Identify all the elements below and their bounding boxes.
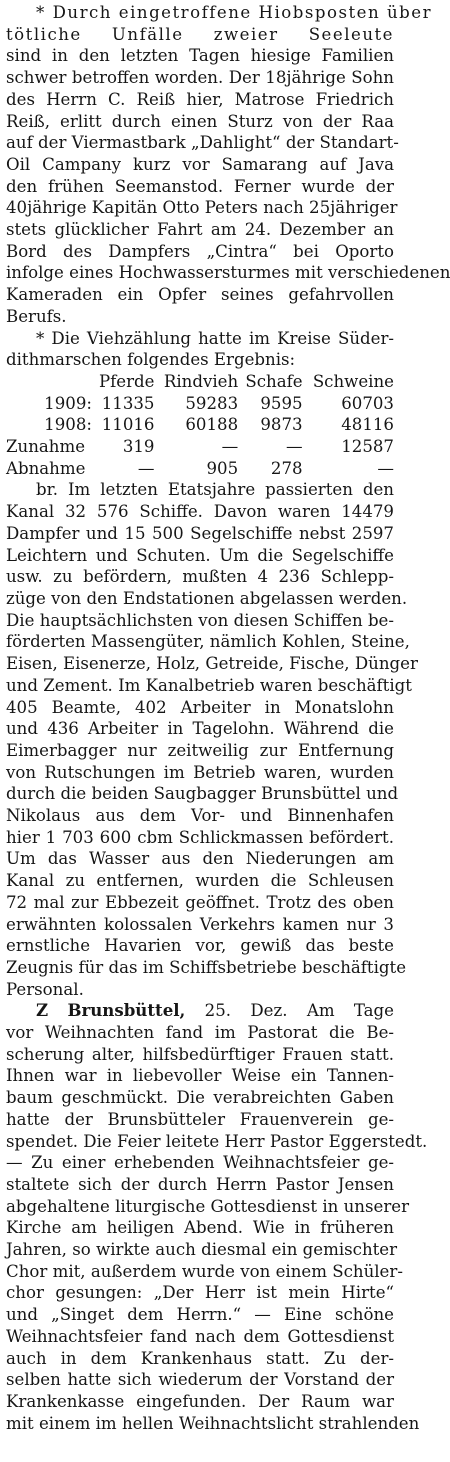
text-line: spendet. Die Feier leitete Herr Pastor Eggerstedt. — [6, 1131, 428, 1151]
table-header: Schweine — [312, 371, 394, 391]
text-line: erwähnten kolossalen Verkehrs kamen nur 3 — [6, 914, 394, 934]
text-line: Kameraden ein Opfer seines gefahrvollen — [6, 285, 394, 305]
text-line: Oil Campany kurz vor Samarang auf Java — [6, 154, 394, 174]
dateline-place: Brunsbüttel, — [67, 1000, 186, 1021]
dateline-rest: 25. Dez. Am Tage — [204, 1001, 394, 1021]
text-line: baum geschmückt. Die verabreichten Gaben — [6, 1088, 394, 1108]
table-header: Schafe — [245, 371, 303, 391]
table-cell: 319 — [122, 437, 155, 457]
text-line: Kanal zu entfernen, wurden die Schleusen — [6, 871, 394, 891]
text-line: sind in den letzten Tagen hiesige Familien — [6, 46, 394, 66]
table-cell: Zunahme — [6, 437, 86, 457]
article-canal-traffic — [6, 479, 418, 1000]
table-cell: — — [377, 458, 394, 478]
text-line: Eimerbagger nur zeitweilig zur Entfernung — [6, 740, 394, 760]
text-line: selben hatte sich wiederum der Vorstand der — [6, 1370, 394, 1390]
text-line: usw. zu befördern, mußten 4 236 Schlepp- — [6, 567, 394, 587]
table-cell: 9595 — [260, 393, 303, 413]
text-line: * Die Viehzählung hatte im Kreise Süder- — [36, 328, 394, 348]
text-line: Die hauptsächlichsten von diesen Schiffen be- — [6, 610, 394, 630]
text-line: staltete sich der durch Herrn Pastor Jensen — [6, 1174, 394, 1194]
text-line: und Zement. Im Kanalbetrieb waren beschäftigt — [6, 675, 412, 695]
text-line: förderten Massengüter, nämlich Kohlen, Steine, — [6, 632, 410, 652]
table-cell: 1908: — [44, 415, 92, 435]
table-cell: 1909: — [44, 393, 92, 413]
text-line: infolge eines Hochwassersturmes mit verschiedenen — [6, 263, 450, 283]
article-seamen-accidents — [6, 2, 450, 328]
table-cell: — — [221, 437, 239, 457]
text-line: vor Weihnachten fand im Pastorat die Be- — [6, 1023, 394, 1043]
table-header-row — [6, 371, 394, 393]
text-line: hier 1 703 600 cbm Schlickmassen befördert. — [6, 827, 394, 847]
text-line: Reiß, erlitt durch einen Sturz von der Raa — [6, 111, 394, 131]
text-line: auch in dem Krankenhaus statt. Zu der- — [6, 1348, 394, 1368]
text-line: durch die beiden Saugbagger Brunsbüttel und — [6, 784, 399, 804]
text-line: Weihnachtsfeier fand nach dem Gottesdienst — [6, 1326, 394, 1346]
table-cell: 48116 — [341, 415, 394, 435]
text-line: — Zu einer erhebenden Weihnachtsfeier ge- — [6, 1153, 394, 1173]
text-line: von Rutschungen im Betrieb waren, wurden — [6, 762, 394, 782]
text-line: und „Singet dem Herrn.“ — Eine schöne — [6, 1305, 394, 1325]
text-line: mit einem im hellen Weihnachtslicht strahlenden — [6, 1413, 420, 1433]
text-line: Um das Wasser aus den Niederungen am — [6, 849, 394, 869]
table-header: Rindvieh — [163, 371, 239, 391]
text-line: br. Im letzten Etatsjahre passierten den — [36, 480, 394, 500]
text-line: Kirche am heiligen Abend. Wie in früheren — [6, 1218, 394, 1238]
text-line: Krankenkasse eingefunden. Der Raum war — [6, 1392, 394, 1411]
text-line: dithmarschen folgendes Ergebnis: — [6, 350, 296, 370]
text-line: Jahren, so wirkte auch diesmal ein gemischter — [6, 1240, 398, 1260]
table-cell: 11335 — [101, 393, 155, 413]
text-line: schwer betroffen worden. Der 18jährige Sohn — [6, 68, 394, 88]
table-cell: 11016 — [101, 415, 155, 435]
table-header: Pferde — [98, 371, 155, 391]
table-cell: — — [285, 437, 303, 457]
table-cell: 12587 — [341, 437, 394, 457]
text-line: Berufs. — [6, 306, 67, 326]
livestock-table — [6, 371, 394, 480]
text-line: Leichtern und Schuten. Um die Segelschiffe — [6, 545, 394, 565]
text-line: 405 Beamte, 402 Arbeiter in Monatslohn — [6, 697, 394, 717]
text-line: den frühen Seemanstod. Ferner wurde der — [6, 176, 394, 196]
table-row — [6, 436, 394, 458]
table-row — [6, 458, 394, 480]
table-row — [6, 393, 394, 415]
section-mark: Z — [36, 1000, 49, 1021]
text-line: ernstliche Havarien vor, gewiß das beste — [6, 936, 394, 956]
text-line: und 436 Arbeiter in Tagelohn. Während die — [6, 719, 394, 739]
text-line: scherung alter, hilfsbedürftiger Frauen statt. — [6, 1044, 394, 1064]
article-livestock-census — [6, 328, 394, 480]
table-cell: 278 — [270, 458, 303, 478]
text-line: des Herrn C. Reiß hier, Matrose Friedrich — [6, 89, 394, 109]
text-line: 40jährige Kapitän Otto Peters nach 25jähriger — [6, 198, 398, 218]
text-line: chor gesungen: „Der Herr ist mein Hirte“ — [6, 1283, 394, 1303]
text-line: Kanal 32 576 Schiffe. Davon waren 14479 — [6, 502, 394, 522]
text-line: * Durch eingetroffene Hiobsposten über — [36, 3, 433, 22]
text-line: 72 mal zur Ebbezeit geöffnet. Trotz des oben — [6, 892, 394, 912]
text-line: abgehaltene liturgische Gottesdienst in unserer — [6, 1196, 410, 1216]
table-cell: 59283 — [185, 393, 239, 413]
table-cell: 60703 — [341, 393, 394, 413]
text-line: Chor mit, außerdem wurde von einem Schüler- — [6, 1261, 403, 1281]
text-line: Zeugnis für das im Schiffsbetriebe beschäftigte — [6, 957, 407, 977]
table-cell: 9873 — [260, 415, 303, 435]
table-cell: — — [137, 458, 155, 478]
table-cell: 905 — [206, 458, 239, 478]
text-line: Nikolaus aus dem Vor- und Binnenhafen — [6, 806, 394, 826]
text-line: stets glücklicher Fahrt am 24. Dezember an — [6, 220, 394, 240]
text-line: Personal. — [6, 979, 84, 999]
text-line: tötliche Unfälle zweier Seeleute — [6, 24, 394, 44]
text-line: Eisen, Eisenerze, Holz, Getreide, Fische, Dünger — [6, 654, 418, 674]
table-cell: Abnahme — [6, 458, 86, 478]
dateline — [6, 1000, 394, 1022]
table-row — [6, 414, 394, 436]
table-cell: 60188 — [185, 415, 239, 435]
table-header — [6, 371, 92, 393]
text-line: Dampfer und 15 500 Segelschiffe nebst 2597 — [6, 523, 394, 543]
article-brunsbuettel-christmas — [6, 1000, 428, 1434]
text-line: züge von den Endstationen abgelassen werden. — [6, 588, 408, 608]
text-line: hatte der Brunsbütteler Frauenverein ge- — [6, 1109, 394, 1129]
text-line: Bord des Dampfers „Cintra“ bei Oporto — [6, 241, 394, 261]
text-line: Ihnen war in liebevoller Weise ein Tannen- — [6, 1066, 394, 1086]
text-line: auf der Viermastbark „Dahlight“ der Standart- — [6, 133, 399, 153]
